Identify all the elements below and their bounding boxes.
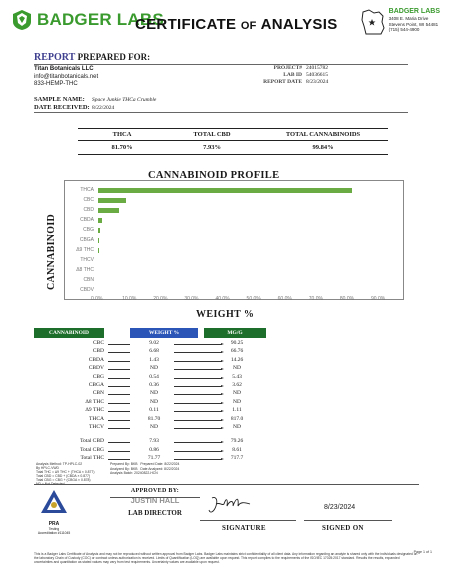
client-block xyxy=(34,66,98,89)
client-email: info@titanbotanicals.net xyxy=(34,73,99,80)
title-analysis: ANALYSIS xyxy=(260,16,338,33)
col-header-weight: WEIGHT % xyxy=(130,328,198,338)
row-arrow-line xyxy=(108,386,130,387)
row-arrow xyxy=(174,420,222,421)
row-arrow xyxy=(174,378,222,379)
page-number: Page 1 of 1 xyxy=(413,550,432,554)
row-weight: ND xyxy=(150,390,158,397)
signed-on-date: 8/23/2024 xyxy=(324,504,356,511)
table-row xyxy=(34,447,266,455)
chart-x-tick-label: 20.0% xyxy=(153,296,168,302)
report-word: REPORT xyxy=(34,52,76,63)
signature-top-rule xyxy=(34,484,419,485)
chart-bar xyxy=(98,208,119,213)
footnote-instrument: By HPLC-VWD xyxy=(36,466,59,470)
signed-on-line xyxy=(304,520,392,521)
row-mg-g: ND xyxy=(233,365,241,372)
row-arrow xyxy=(174,451,222,452)
row-arrow-line xyxy=(108,344,130,345)
chart-category-label: THCV xyxy=(80,257,94,263)
table-row xyxy=(34,348,266,356)
signature-label: SIGNATURE xyxy=(222,524,266,532)
report-heading xyxy=(34,52,408,65)
signature-block xyxy=(0,484,450,546)
row-mg-g: 817.0 xyxy=(230,415,244,422)
footnote-total-cbg: Total CBG = CBG + (CBGA × 0.878) xyxy=(36,478,91,482)
sample-section xyxy=(34,96,408,113)
chart-category-label: Δ9 THC xyxy=(76,247,94,253)
row-cannabinoid: THCA xyxy=(89,415,104,422)
signed-on-label: SIGNED ON xyxy=(322,524,364,532)
lab-address-block xyxy=(360,8,440,36)
table-row xyxy=(34,374,266,382)
row-cannabinoid: Total CBG xyxy=(80,446,104,453)
row-weight: 0.36 xyxy=(149,382,159,388)
row-cannabinoid: CBC xyxy=(92,340,104,346)
lab-id-label: LAB ID xyxy=(283,72,302,78)
footnote-nd: ND = Not Detected xyxy=(36,482,65,486)
row-arrow xyxy=(174,411,222,412)
row-mg-g: 79.26 xyxy=(230,438,244,445)
chart-category-label: CBDA xyxy=(80,217,94,223)
prepared-date-value: 8/22/2024 xyxy=(164,462,180,466)
project-value: 24015782 xyxy=(306,65,328,71)
table-row xyxy=(34,340,266,348)
row-mg-g: 1.11 xyxy=(232,407,242,414)
row-arrow-line xyxy=(108,378,130,379)
chart-bar xyxy=(98,248,99,253)
summary-header-thca: THCA xyxy=(78,128,166,141)
table-row xyxy=(34,357,266,365)
chart-x-tick-label: 30.0% xyxy=(184,296,199,302)
chart-category-label: CBC xyxy=(83,197,94,203)
chart-bar xyxy=(98,198,126,203)
approver-name: JUSTIN HALL xyxy=(130,496,180,505)
report-section xyxy=(34,52,434,87)
table-row xyxy=(34,390,266,398)
prepared-by-label: Prepared By: xyxy=(110,462,130,466)
badger-icon xyxy=(10,8,34,32)
row-mg-g: 717.7 xyxy=(230,455,244,462)
row-cannabinoid: CBD xyxy=(92,348,104,355)
table-row xyxy=(34,424,266,432)
footnote-total-cbd: Total CBD = CBD + (CBDA × 0.877) xyxy=(36,474,90,478)
chart-x-tick-label: 0.0% xyxy=(91,296,103,302)
row-cannabinoid: Total THC xyxy=(80,455,104,462)
row-weight: 1.43 xyxy=(149,356,159,363)
summary-value-total-cbd: 7.93% xyxy=(166,141,258,155)
prepared-by-value: BKB xyxy=(130,462,138,466)
title-of: OF xyxy=(240,20,257,32)
table-row xyxy=(34,382,266,390)
row-arrow-line xyxy=(108,451,130,452)
row-arrow-line xyxy=(108,352,130,353)
chart-bar xyxy=(98,188,352,193)
row-cannabinoid: CBDA xyxy=(88,356,104,363)
summary-value-thca: 81.70% xyxy=(78,141,166,155)
pra-logo-icon xyxy=(39,488,69,516)
analyzed-date-value: 8/22/2024 xyxy=(164,466,180,471)
row-cannabinoid: Δ9 THC xyxy=(85,407,104,414)
row-arrow xyxy=(174,403,222,404)
row-cannabinoid: Δ8 THC xyxy=(85,398,104,405)
chart-x-tick-label: 90.0% xyxy=(371,296,386,302)
row-cannabinoid: CBG xyxy=(92,373,104,380)
row-mg-g: 3.62 xyxy=(232,382,242,388)
row-weight: 6.68 xyxy=(149,348,159,355)
client-license: 833-HEMP-THC xyxy=(34,81,78,87)
project-label: PROJECT# xyxy=(273,65,302,71)
row-weight: 81.70 xyxy=(147,415,161,422)
analyzed-by-value: BKB xyxy=(130,466,138,471)
summary-value-total-cannabinoids: 99.84% xyxy=(258,141,388,155)
row-arrow xyxy=(174,386,222,387)
table-row xyxy=(34,438,266,446)
batch-value: 20240822-HCN xyxy=(134,471,158,475)
analyzed-date-label: Date Analyzed: xyxy=(140,466,164,471)
col-header-cannabinoid: CANNABINOID xyxy=(34,328,104,338)
lab-address-line2: Stevens Point, WI 54481 xyxy=(388,21,439,27)
report-date-value: 8/23/2024 xyxy=(306,79,329,85)
sample-name-value: Space Junkie THCa Crumble xyxy=(92,97,157,103)
lab-name: BADGER LABS xyxy=(388,8,440,15)
row-cannabinoid: Total CBD xyxy=(80,438,104,445)
chart-x-axis-title: WEIGHT % xyxy=(196,309,255,320)
sample-name-label: SAMPLE NAME: xyxy=(34,96,85,103)
summary-header-total-cannabinoids: TOTAL CANNABINOIDS xyxy=(258,128,388,141)
row-mg-g: 66.76 xyxy=(230,348,244,355)
chart-category-label: CBGA xyxy=(79,237,94,243)
prepared-date-label: Prepared Date: xyxy=(140,462,164,466)
chart-x-tick-label: 80.0% xyxy=(339,296,355,302)
chart-category-label: CBDV xyxy=(80,287,94,293)
handwritten-signature xyxy=(206,494,254,518)
row-arrow-line xyxy=(108,459,130,460)
prepared-for-label: PREPARED FOR: xyxy=(77,52,151,62)
lab-id-value: 54036615 xyxy=(306,72,328,78)
chart-x-tick-label: 40.0% xyxy=(215,296,230,302)
signature-line xyxy=(200,520,296,521)
table-row xyxy=(34,407,266,415)
chart-x-tick-label: 70.0% xyxy=(308,296,323,302)
row-mg-g: ND xyxy=(233,424,241,430)
logo-text: BADGER LABS xyxy=(37,10,164,29)
chart-category-label: Δ8 THC xyxy=(76,267,94,273)
chart-x-tick-label: 10.0% xyxy=(122,296,137,302)
row-arrow xyxy=(174,352,222,353)
row-arrow xyxy=(174,394,222,395)
report-date-label: REPORT DATE xyxy=(263,79,302,85)
row-weight: 7.93 xyxy=(149,438,159,445)
row-arrow xyxy=(174,369,222,370)
chart-category-label: CBG xyxy=(83,227,94,233)
chart-x-tick-label: 50.0% xyxy=(246,296,261,302)
footnote-method: Analysis Method: TP-HPLC-02 xyxy=(36,462,83,466)
title-certificate: CERTIFICATE xyxy=(135,16,237,33)
date-received-label: DATE RECEIVED: xyxy=(34,104,90,111)
row-weight: 71.77 xyxy=(147,455,161,462)
pra-name: PRA xyxy=(48,521,60,527)
row-arrow-line xyxy=(108,442,130,443)
client-name: Titan Botanicals LLC xyxy=(34,66,94,72)
disclaimer-text: This is a Badger Labs Certificate of Analysis and may not be reproduced without written approval from Badger Labs. Badger Labs maintains strict confidentiality of all client data. Any information regarding an analyte is shared only with the individuals designated on the laboratory Chain of Custody (COC) or contract unless authorization is received. Limits of Quantification (LOQ) are available upon request. This report complies to the requirements of the ISO/IEC 17025:2017 standard. Results the results, expanded uncertainties and quantitation as stated values may vary from test requirements. Uncertainty values are available upon request. xyxy=(34,552,418,564)
row-arrow-line xyxy=(108,420,130,421)
row-mg-g: 14.26 xyxy=(230,356,244,363)
row-arrow-line xyxy=(108,403,130,404)
chart-category-label: CBN xyxy=(83,277,94,283)
header xyxy=(10,8,440,40)
analysis-meta xyxy=(110,462,179,476)
row-arrow-line xyxy=(108,394,130,395)
batch-label: Analysis Batch: xyxy=(110,471,134,475)
approved-underline xyxy=(110,497,200,498)
col-header-mg-g: MG/G xyxy=(204,328,266,338)
chart-bar xyxy=(98,238,99,243)
chart-category-label: CBD xyxy=(83,207,94,213)
row-arrow xyxy=(174,459,222,460)
date-received-value: 8/22/2024 xyxy=(92,105,115,111)
row-cannabinoid: CBGA xyxy=(88,382,104,388)
row-cannabinoid: CBN xyxy=(92,390,104,397)
pra-testing: Testing xyxy=(48,527,60,531)
chart-bar xyxy=(98,228,100,233)
analyzed-by-label: Analyzed By: xyxy=(110,466,130,471)
summary-table xyxy=(78,128,388,155)
row-arrow xyxy=(174,361,222,362)
wisconsin-map-icon xyxy=(360,8,386,36)
row-mg-g: ND xyxy=(233,398,241,405)
table-row xyxy=(34,399,266,407)
row-arrow xyxy=(174,344,222,345)
approver-role: LAB DIRECTOR xyxy=(128,509,182,517)
method-footnotes xyxy=(36,462,94,486)
row-arrow-line xyxy=(108,428,130,429)
row-cannabinoid: CBDV xyxy=(88,365,104,372)
chart-title: CANNABINOID PROFILE xyxy=(148,170,280,181)
chart-bar xyxy=(98,218,102,223)
row-arrow xyxy=(174,442,222,443)
row-mg-g: ND xyxy=(233,390,241,397)
table-row xyxy=(34,365,266,373)
row-cannabinoid: THCV xyxy=(89,424,104,430)
footnote-total-thc: Total THC = Δ9 THC + (THCA × 0.877) xyxy=(36,470,95,474)
row-mg-g: 90.25 xyxy=(230,340,244,346)
row-mg-g: 8.61 xyxy=(232,446,242,453)
row-weight: 0.86 xyxy=(149,446,159,453)
document-title xyxy=(135,16,338,33)
pra-accreditation xyxy=(34,488,74,535)
row-weight: ND xyxy=(150,424,158,430)
lab-phone: (715) 544-4900 xyxy=(388,27,420,33)
row-arrow xyxy=(174,428,222,429)
row-weight: 9.02 xyxy=(149,340,159,346)
chart-category-label: THCA xyxy=(80,187,94,193)
row-mg-g: 5.43 xyxy=(232,373,242,380)
row-weight: 0.11 xyxy=(149,407,159,414)
approved-by-label: APPROVED BY: xyxy=(130,488,180,494)
table-row xyxy=(34,416,266,424)
row-arrow-line xyxy=(108,361,130,362)
row-weight: ND xyxy=(150,398,158,405)
chart-y-axis-title: CANNABINOID xyxy=(46,213,57,290)
row-arrow-line xyxy=(108,369,130,370)
approved-by-block xyxy=(110,488,200,517)
summary-header-total-cbd: TOTAL CBD xyxy=(166,128,258,141)
pra-accreditation-number: Accreditation #111045 xyxy=(37,531,71,535)
project-info xyxy=(254,65,328,86)
row-weight: 0.54 xyxy=(149,373,159,380)
chart-x-tick-label: 60.0% xyxy=(277,296,292,302)
row-arrow-line xyxy=(108,411,130,412)
row-weight: ND xyxy=(150,365,158,372)
lab-address-line1: 3408 E. Maria Drive xyxy=(388,16,429,21)
